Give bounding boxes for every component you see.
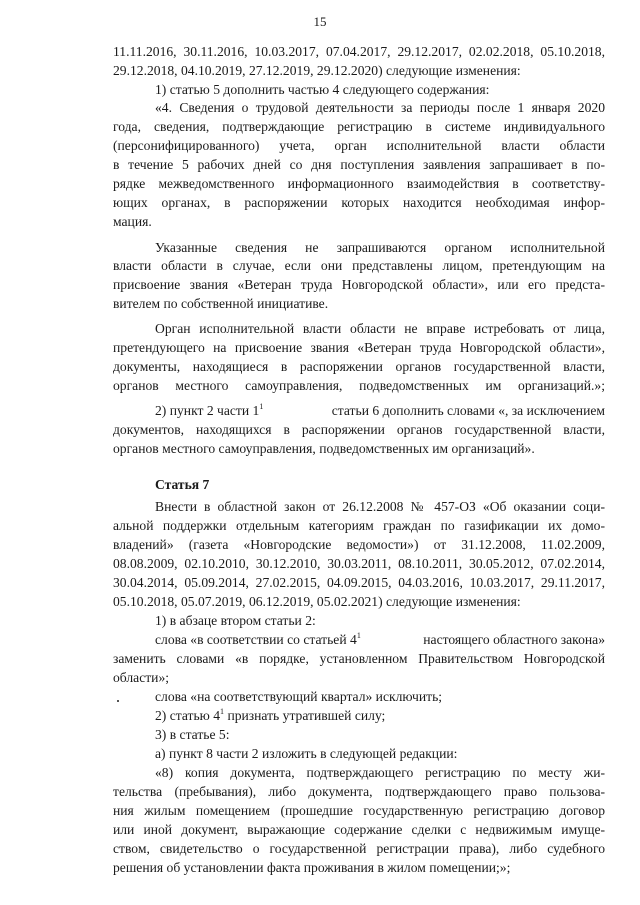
text-line: тельства (пребывания), либо документа, подтверждающего право пользова- xyxy=(113,784,605,800)
text-line: 1) в абзаце втором статьи 2: xyxy=(155,613,316,629)
text-line: 11.11.2016, 30.11.2016, 10.03.2017, 07.04.2017, 29.12.2017, 02.02.2018, 05.10.2018, xyxy=(113,44,605,59)
text-line: 3) в статье 5: xyxy=(155,727,230,743)
text-line: власти области в случае, если они представлены лицом, претендующим на xyxy=(113,258,605,274)
text-fragment: настоящего областного закона» xyxy=(423,632,605,648)
text-line: мация. xyxy=(113,213,152,229)
scan-speck xyxy=(117,700,119,702)
text-fragment: слова «в соответствии со статьей $4^1$ xyxy=(155,631,361,648)
text-line: 29.12.2018, 04.10.2019, 27.12.2019, 29.12.2020) следующие изменения: xyxy=(113,63,521,78)
text-line: Орган исполнительной власти области не вправе истребовать от лица, xyxy=(155,321,605,337)
text-line: ющих органах, в распоряжении которых находится необходимая инфор- xyxy=(113,194,605,210)
text-line: решения об установлении факта проживания в жилом помещении;»; xyxy=(113,860,511,875)
text-line: в течение 5 рабочих дней со дня поступления заявления запрашивает в по- xyxy=(113,156,605,172)
text-line: документы, находящиеся в распоряжении органов государственной власти, xyxy=(113,359,605,374)
text-line: присвоение звания «Ветеран труда Новгородской области», или его предста- xyxy=(113,277,605,293)
text-line: 30.04.2014, 05.09.2014, 27.02.2015, 04.09.2015, 04.03.2016, 10.03.2017, 29.11.2017, xyxy=(113,575,605,591)
text-line: Внести в областной закон от 26.12.2008 № 457-ОЗ «Об оказании соци- xyxy=(155,499,605,515)
text-line: рядке межведомственного информационного взаимодействия в соответству- xyxy=(113,175,605,191)
text-line: 2) статью $4^1$ признать утратившей силу; xyxy=(155,707,386,724)
text-line: владений» (газета «Новгородские ведомости») от 31.12.2008, 11.02.2009, xyxy=(113,537,605,553)
text-line: года, сведения, подтверждающие регистрацию в системе индивидуального xyxy=(113,119,605,134)
text-line: ством, свидетельство о государственной регистрации права), либо судебного xyxy=(113,841,605,856)
text-fragment: 2) пункт 2 части $1^1$ xyxy=(155,401,264,418)
text-line: 08.08.2009, 02.10.2010, 30.12.2010, 30.03.2011, 08.10.2011, 30.05.2012, 07.02.2014, xyxy=(113,556,605,572)
text-line: «8) копия документа, подтверждающего регистрацию по месту жи- xyxy=(155,765,605,781)
text-line: а) пункт 8 части 2 изложить в следующей редакции: xyxy=(155,746,458,762)
text-line: 1) статью 5 дополнить частью 4 следующего содержания: xyxy=(155,82,490,97)
superscript: 1 xyxy=(259,401,264,411)
text-line: ния жилым помещением (прошедшие государственную регистрацию договор xyxy=(113,803,605,819)
text-line: заменить словами «в порядке, установленном Правительством Новгородской xyxy=(113,651,605,667)
text-line: альной поддержки отдельным категориям граждан по газификации их домо- xyxy=(113,518,605,534)
text-line: слова «на соответствующий квартал» исключить; xyxy=(155,689,443,705)
page-number: 15 xyxy=(313,14,327,29)
text-line: органов местного самоуправления, подведомственных им организаций». xyxy=(113,440,535,456)
text-fragment: статьи 6 дополнить словами «, за исключением xyxy=(331,402,605,418)
text-line: претендующего на присвоение звания «Ветеран труда Новгородской области», xyxy=(113,340,605,355)
text-line: области»; xyxy=(113,670,170,686)
text-line xyxy=(155,632,605,648)
text-line: 05.10.2018, 05.07.2019, 06.12.2019, 05.02.2021) следующие изменения: xyxy=(113,594,521,610)
text-line xyxy=(155,403,605,419)
text-line: вителем по собственной инициативе. xyxy=(113,296,329,312)
superscript: 1 xyxy=(356,631,361,641)
superscript: 1 xyxy=(220,707,225,717)
article-heading: Статья 7 xyxy=(155,476,210,492)
text-line: или иной документ, выражающие содержание сделки с недвижимым имуще- xyxy=(113,822,605,837)
text-line: органов местного самоуправления, подведомственных им организаций.»; xyxy=(113,378,605,393)
text-line: «4. Сведения о трудовой деятельности за периоды после 1 января 2020 xyxy=(155,100,605,115)
text-line: Указанные сведения не запрашиваются органом исполнительной xyxy=(155,239,605,255)
text-line: (персонифицированного) учета, орган исполнительной власти области xyxy=(113,137,605,153)
text-line: документов, находящихся в распоряжении органов государственной власти, xyxy=(113,421,605,437)
